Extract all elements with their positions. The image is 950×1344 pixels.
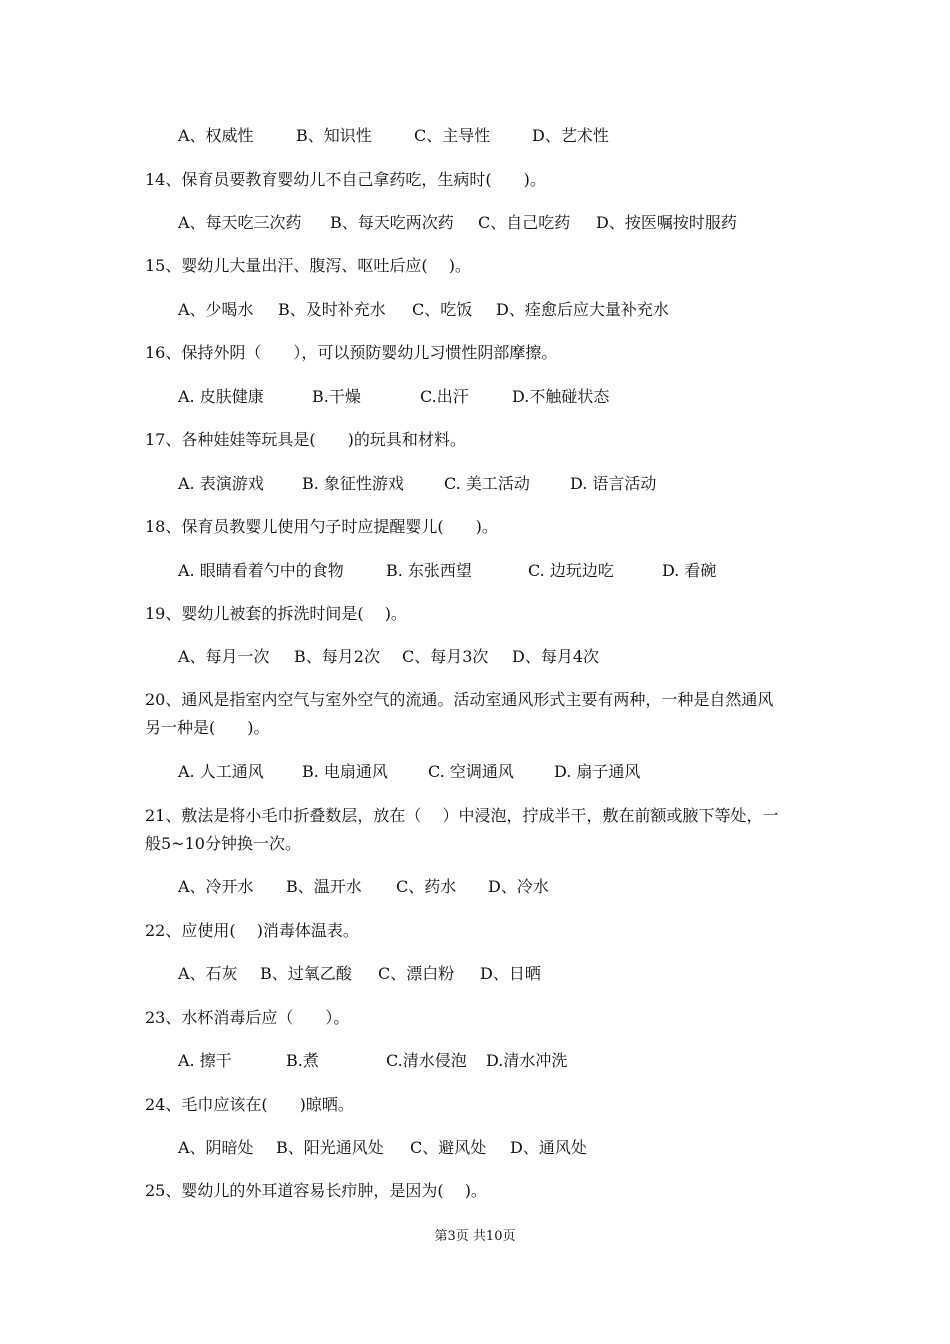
option-b: B、过氧乙酸 <box>260 964 352 983</box>
option-d: D. 语言活动 <box>570 474 657 493</box>
option-c: C、每月3次 <box>402 647 489 666</box>
option-b: B. 象征性游戏 <box>302 474 404 493</box>
option-b: B、温开水 <box>286 877 362 896</box>
option-a: A、阴暗处 <box>178 1138 254 1157</box>
option-a: A、冷开水 <box>178 877 254 896</box>
option-c: C、药水 <box>396 877 457 896</box>
question-22: 22、应使用( )消毒体温表。 <box>145 921 359 940</box>
option-d: D、艺术性 <box>532 126 609 145</box>
option-b: B.煮 <box>286 1051 319 1070</box>
options-q24 <box>178 1138 587 1158</box>
option-a: A. 擦干 <box>178 1051 232 1070</box>
option-a: A、石灰 <box>178 964 238 983</box>
options-q16 <box>178 387 609 407</box>
page-number: 第3页 共10页 <box>434 1229 516 1244</box>
options-q14 <box>178 213 737 233</box>
question-25: 25、婴幼儿的外耳道容易长疖肿，是因为( )。 <box>145 1181 487 1200</box>
question-17: 17、各种娃娃等玩具是( )的玩具和材料。 <box>145 430 466 449</box>
options-q22 <box>178 964 541 984</box>
option-b: B、阳光通风处 <box>276 1138 384 1157</box>
option-a: A. 表演游戏 <box>178 474 264 493</box>
option-a: A. 人工通风 <box>178 762 264 781</box>
question-24: 24、毛巾应该在( )晾晒。 <box>145 1095 354 1114</box>
option-a: A、每天吃三次药 <box>178 213 302 232</box>
option-b: B、每天吃两次药 <box>330 213 454 232</box>
options-q13 <box>178 126 609 146</box>
option-c: C. 空调通风 <box>428 762 514 781</box>
option-b: B. 电扇通风 <box>302 762 388 781</box>
options-q21 <box>178 877 549 897</box>
question-19: 19、婴幼儿被套的拆洗时间是( )。 <box>145 604 407 623</box>
option-b: B.干燥 <box>312 387 361 406</box>
options-q18 <box>178 561 716 581</box>
option-a: A、权威性 <box>178 126 254 145</box>
option-c: C.出汗 <box>420 387 469 406</box>
option-d: D.不触碰状态 <box>512 387 610 406</box>
option-d: D、通风处 <box>510 1138 587 1157</box>
option-d: D、每月4次 <box>512 647 600 666</box>
options-q15 <box>178 300 669 320</box>
question-15: 15、婴幼儿大量出汗、腹泻、呕吐后应( )。 <box>145 256 471 275</box>
option-d: D、痊愈后应大量补充水 <box>496 300 669 319</box>
options-q17 <box>178 474 656 494</box>
option-d: D、冷水 <box>488 877 549 896</box>
options-q19 <box>178 647 599 667</box>
option-d: D、日晒 <box>480 964 541 983</box>
question-23: 23、水杯消毒后应（ ）。 <box>145 1008 350 1027</box>
option-c: C、自己吃药 <box>478 213 571 232</box>
option-c: C、吃饭 <box>412 300 473 319</box>
option-d: D、按医嘱按时服药 <box>596 213 737 232</box>
option-a: A. 皮肤健康 <box>178 387 264 406</box>
option-c: C、避风处 <box>410 1138 487 1157</box>
option-a: A、少喝水 <box>178 300 254 319</box>
option-c: C、漂白粉 <box>378 964 455 983</box>
option-c: C、主导性 <box>414 126 491 145</box>
question-18: 18、保育员教婴儿使用勺子时应提醒婴儿( )。 <box>145 517 498 536</box>
question-20-cont: 另一种是( )。 <box>145 718 270 737</box>
question-21: 21、敷法是将小毛巾折叠数层，放在（ ）中浸泡，拧成半干，敷在前额或腋下等处，一 <box>145 806 779 825</box>
options-q20 <box>178 762 640 782</box>
option-d: D. 看碗 <box>662 561 717 580</box>
option-a: A、每月一次 <box>178 647 270 666</box>
option-b: B、知识性 <box>296 126 372 145</box>
option-b: B. 东张西望 <box>386 561 472 580</box>
option-c: C. 美工活动 <box>444 474 530 493</box>
question-21-cont: 般5~10分钟换一次。 <box>145 834 301 853</box>
option-d: D.清水冲洗 <box>486 1051 568 1070</box>
option-b: B、及时补充水 <box>278 300 386 319</box>
question-16: 16、保持外阴（ ），可以预防婴幼儿习惯性阴部摩擦。 <box>145 343 558 362</box>
question-14: 14、保育员要教育婴幼儿不自己拿药吃，生病时( )。 <box>145 170 546 189</box>
options-q23 <box>178 1051 567 1071</box>
option-c: C.清水侵泡 <box>386 1051 467 1070</box>
option-c: C. 边玩边吃 <box>528 561 614 580</box>
option-b: B、每月2次 <box>294 647 380 666</box>
question-20: 20、通风是指室内空气与室外空气的流通。活动室通风形式主要有两种，一种是自然通风 <box>145 690 774 709</box>
option-a: A. 眼睛看着勺中的食物 <box>178 561 344 580</box>
option-d: D. 扇子通风 <box>554 762 641 781</box>
